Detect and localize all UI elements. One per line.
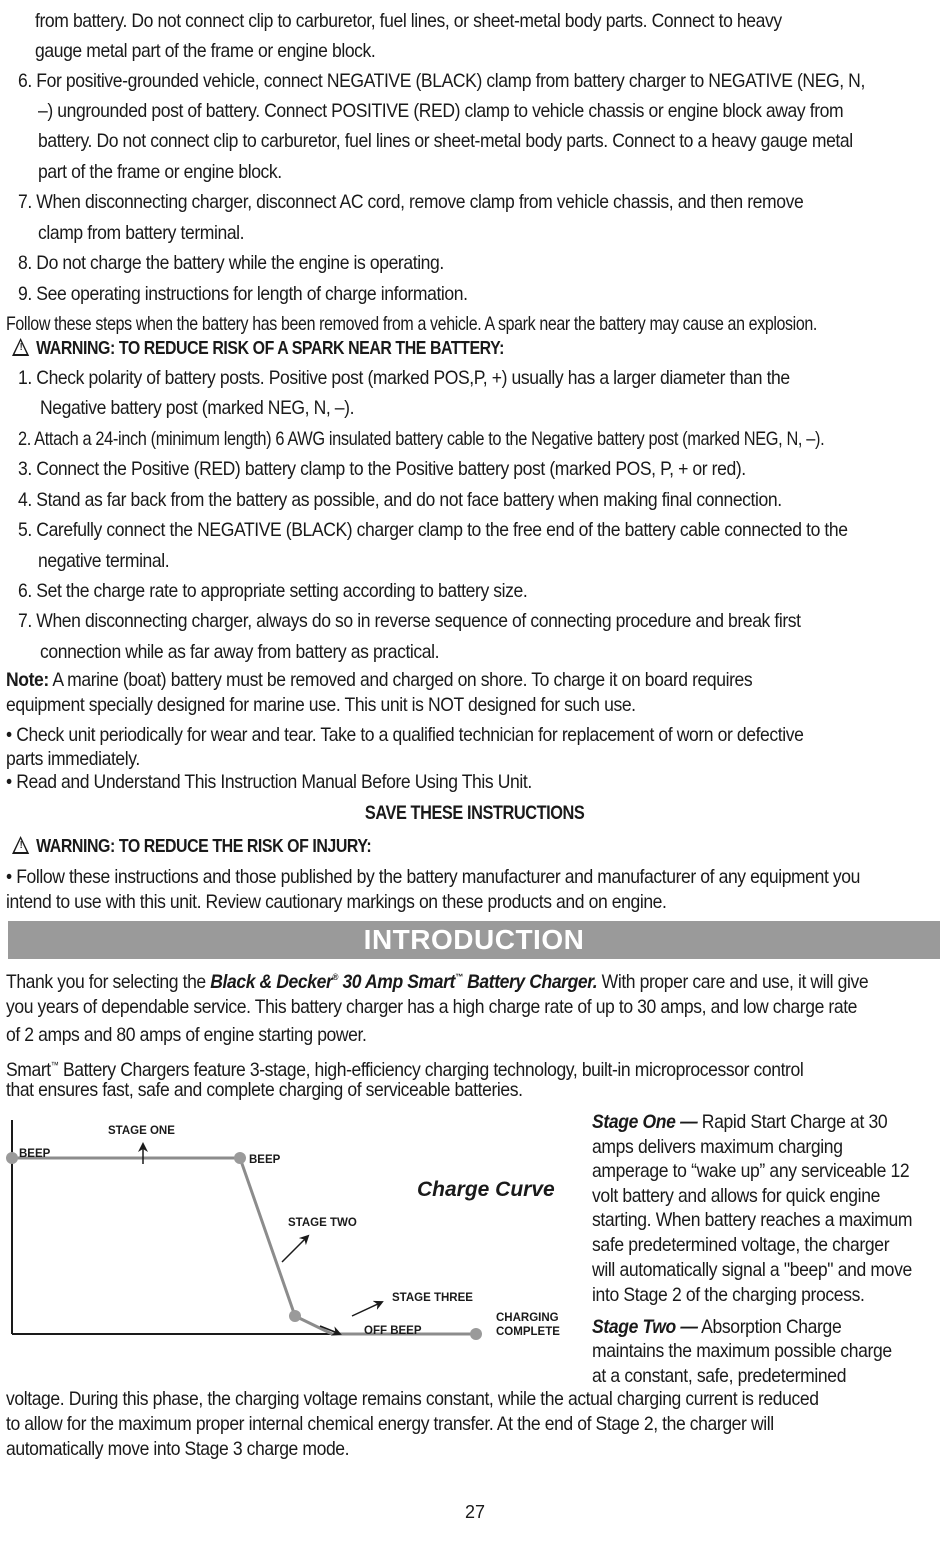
list-item: 1. Check polarity of battery posts. Positive post (marked POS,P, +) usually has a larger diameter than the — [18, 367, 790, 389]
list-item: 4. Stand as far back from the battery as possible, and do not face battery when making final connection. — [18, 489, 782, 511]
intro-line: Smart™ Battery Chargers feature 3-stage, high-efficiency charging technology, built-in microprocessor control — [6, 1059, 804, 1081]
text-line: connection while as far away from battery as practical. — [40, 641, 440, 663]
text-line: negative terminal. — [38, 550, 170, 572]
section-title: INTRODUCTION — [363, 924, 585, 955]
label-charging: CHARGING — [496, 1312, 559, 1324]
warning-heading-spark — [12, 335, 504, 361]
bullet-item: • Read and Understand This Instruction Manual Before Using This Unit. — [6, 771, 532, 793]
bullet-item: • Check unit periodically for wear and tear. Take to a qualified technician for replacement of worn or defective — [6, 724, 804, 746]
charge-curve-diagram — [0, 1112, 580, 1352]
text-line: gauge metal part of the frame or engine block. — [35, 40, 376, 62]
text-line: Follow these steps when the battery has been removed from a vehicle. A spark near the battery may cause an explosion. — [6, 313, 817, 335]
arrow-icon — [352, 1302, 382, 1316]
text-line: battery. Do not connect clip to carburetor, fuel lines or sheet-metal body parts. Connect to a heavy gauge metal — [38, 130, 853, 152]
text-line: you years of dependable service. This battery charger has a high charge rate of up to 30 amps, and low charge rate — [6, 996, 858, 1018]
arrow-icon — [282, 1236, 308, 1262]
text-line: parts immediately. — [6, 748, 140, 770]
text-line: –) ungrounded post of battery. Connect POSITIVE (RED) clamp to vehicle chassis or engine block away from — [38, 100, 844, 122]
text-line: of 2 amps and 80 amps of engine starting power. — [6, 1024, 367, 1046]
text-line: intend to use with this unit. Review cautionary markings on these products and on engine. — [6, 891, 667, 913]
curve-point — [289, 1310, 301, 1322]
text-line: clamp from battery terminal. — [38, 222, 245, 244]
text-line: maintains the maximum possible charge — [592, 1340, 892, 1362]
stage-two-line: Stage Two — Absorption Charge — [592, 1316, 842, 1338]
list-item: 7. When disconnecting charger, disconnect AC cord, remove clamp from vehicle chassis, and then remove — [18, 191, 804, 213]
warning-icon: ! — [12, 836, 29, 854]
warning-heading-injury — [12, 833, 371, 859]
warning-text: WARNING: TO REDUCE RISK OF A SPARK NEAR THE BATTERY: — [36, 337, 504, 358]
warning-icon: ! — [12, 338, 29, 356]
text-line: volt battery and allows for quick engine — [592, 1185, 881, 1207]
bullet-item: • Follow these instructions and those published by the battery manufacturer and manufacturer of any equipment you — [6, 866, 861, 888]
text-line: voltage. During this phase, the charging voltage remains constant, while the actual charging current is reduced — [6, 1388, 819, 1410]
curve-point — [6, 1152, 18, 1164]
label-beep-start: BEEP — [19, 1148, 51, 1160]
curve-point — [470, 1328, 482, 1340]
list-item: 6. Set the charge rate to appropriate setting according to battery size. — [18, 580, 528, 602]
label-stage-three: STAGE THREE — [392, 1292, 473, 1304]
text-line: from battery. Do not connect clip to carburetor, fuel lines, or sheet-metal body parts. Connect to heavy — [35, 10, 782, 32]
text-line: Negative battery post (marked NEG, N, –). — [40, 397, 355, 419]
text-line: that ensures fast, safe and complete charging of serviceable batteries. — [6, 1079, 523, 1101]
list-item: 8. Do not charge the battery while the engine is operating. — [18, 252, 444, 274]
curve-point — [234, 1152, 246, 1164]
list-item: 6. For positive-grounded vehicle, connect NEGATIVE (BLACK) clamp from battery charger to NEGATIVE (NEG, N, — [18, 70, 865, 92]
text-line: starting. When battery reaches a maximum — [592, 1209, 913, 1231]
note-text: A marine (boat) battery must be removed and charged on shore. To charge it on board requires — [52, 669, 753, 691]
list-item: 9. See operating instructions for length of charge information. — [18, 283, 468, 305]
list-item: 7. When disconnecting charger, always do so in reverse sequence of connecting procedure and break first — [18, 610, 801, 632]
text-line: part of the frame or engine block. — [38, 161, 282, 183]
charge-curve-line — [12, 1158, 476, 1334]
text-line: safe predetermined voltage, the charger — [592, 1234, 890, 1256]
text-line: will automatically signal a "beep" and move — [592, 1259, 912, 1281]
label-stage-one: STAGE ONE — [108, 1125, 175, 1137]
text-line: at a constant, safe, predetermined — [592, 1365, 847, 1387]
text-line: to allow for the maximum proper internal chemical energy transfer. At the end of Stage 2, the charger will — [6, 1413, 774, 1435]
save-instructions-heading: SAVE THESE INSTRUCTIONS — [365, 803, 585, 824]
page-number: 27 — [464, 1502, 486, 1522]
note-label: Note: — [6, 669, 49, 691]
list-item: 5. Carefully connect the NEGATIVE (BLACK) charger clamp to the free end of the battery cable connected to the — [18, 519, 848, 541]
intro-line: Thank you for selecting the Black & Decker® 30 Amp Smart™ Battery Charger. With proper care and use, it will give — [6, 971, 869, 993]
section-banner — [8, 921, 940, 959]
stage-one-line: Stage One — Rapid Start Charge at 30 — [592, 1111, 888, 1133]
label-off-beep: OFF BEEP — [364, 1325, 422, 1337]
warning-text: WARNING: TO REDUCE THE RISK OF INJURY: — [36, 835, 372, 856]
text-line: into Stage 2 of the charging process. — [592, 1284, 865, 1306]
text-line: amps delivers maximum charging — [592, 1136, 843, 1158]
note-line — [6, 667, 752, 693]
label-complete: COMPLETE — [496, 1326, 560, 1338]
label-stage-two: STAGE TWO — [288, 1217, 357, 1229]
text-line: automatically move into Stage 3 charge mode. — [6, 1438, 350, 1460]
list-item: 2. Attach a 24-inch (minimum length) 6 AWG insulated battery cable to the Negative battery post (marked NEG, N, –). — [18, 428, 825, 450]
chart-title: Charge Curve — [417, 1178, 555, 1201]
text-line: equipment specially designed for marine use. This unit is NOT designed for such use. — [6, 694, 636, 716]
label-beep-stage: BEEP — [249, 1154, 281, 1166]
list-item: 3. Connect the Positive (RED) battery clamp to the Positive battery post (marked POS, P, + or red). — [18, 458, 746, 480]
text-line: amperage to “wake up” any serviceable 12 — [592, 1160, 910, 1182]
